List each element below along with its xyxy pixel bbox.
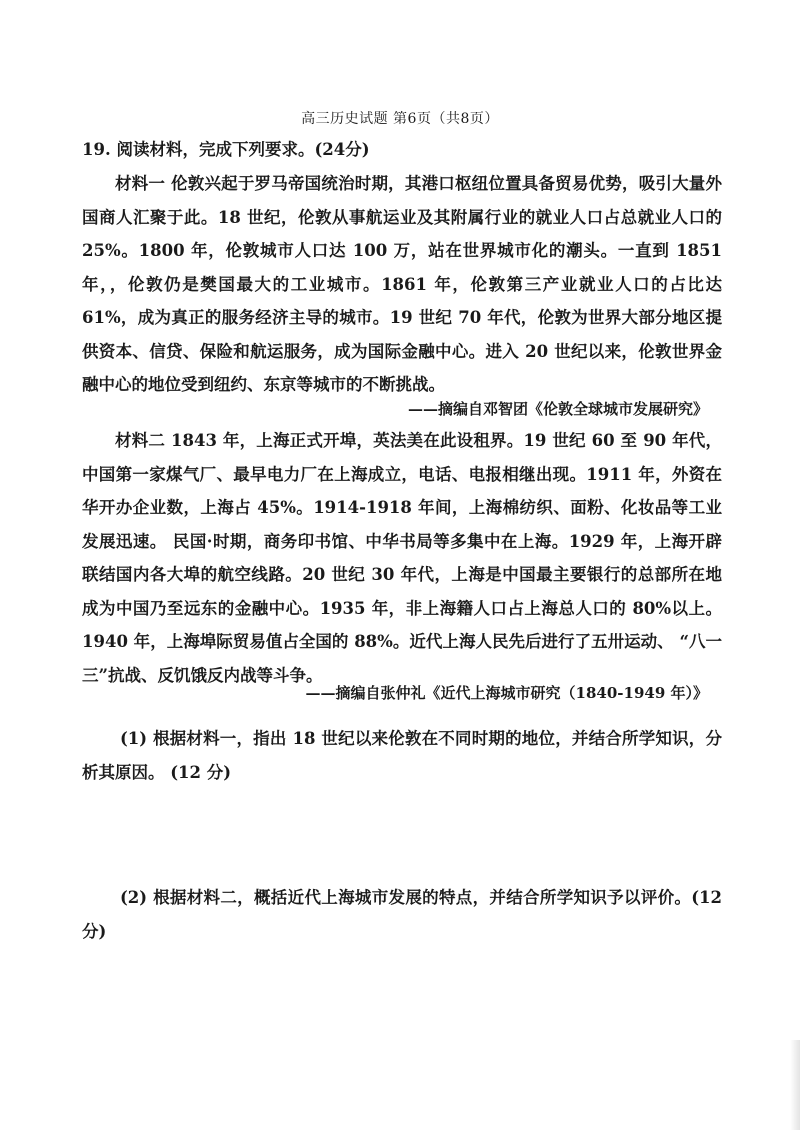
material-one-text: 材料一 伦敦兴起于罗马帝国统治时期，其港口枢纽位置具备贸易优势，吸引大量外国商人汇聚于此。18 世纪，伦敦从事航运业及其附属行业的就业人口占总就业人口的 25%。1800 年，伦敦城市人口达 100 万，站在世界城市化的潮头。一直到 1851 年，，伦敦仍是樊国最大的工业城市。1861 年，伦敦第三产业就业人口的占比达 61%，成为真正的服务经济主导的城市。19 世纪 70 年代，伦敦为世界大部分地区提供资本、信贷、保险和航运服务，成为国际金融中心。进入 20 世纪以来，伦敦世界金融中心的地位受到纽约、东京等城市的不断挑战。 xyxy=(82,174,722,394)
subquestion-2: (2) 根据材料二，概括近代上海城市发展的特点，并结合所学知识予以评价。(12 分) xyxy=(82,888,722,941)
material-one-source: ——摘编自邓智团《伦敦全球城市发展研究》 xyxy=(407,400,708,418)
material-two-source: ——摘编自张仲礼《近代上海城市研究（1840-1949 年）》 xyxy=(305,684,708,702)
page-header: 高三历史试题 第6页（共8页） xyxy=(301,111,499,127)
scan-edge-shadow xyxy=(790,1040,800,1130)
material-two-text: 材料二 1843 年，上海正式开埠，英法美在此设租界。19 世纪 60 至 90 年代，中国第一家煤气厂、最早电力厂在上海成立，电话、电报相继出现。1911 年，外资在华开办企业数，上海占 45%。1914-1918 年间，上海棉纺织、面粉、化妆品等工业发展迅速。 民国·时期，商务印书馆、中华书局等多集中在上海。1929 年，上海开辟联结国内各大埠的航空线路。20 世纪 30 年代，上海是中国最主要银行的总部所在地 成为中国乃至远东的金融中心。1935 年，非上海籍人口占上海总人口的 80%以上。1940 年，上海埠际贸易值占全国的 88%。近代上海人民先后进行了五卅运动、 “八一三”抗战、反饥饿反内战等斗争。 xyxy=(82,431,722,685)
subquestion-1: (1) 根据材料一，指出 18 世纪以来伦敦在不同时期的地位，并结合所学知识，分析其原因。 (12 分) xyxy=(82,729,722,782)
question-title: 19. 阅读材料，完成下列要求。(24分) xyxy=(82,140,370,159)
